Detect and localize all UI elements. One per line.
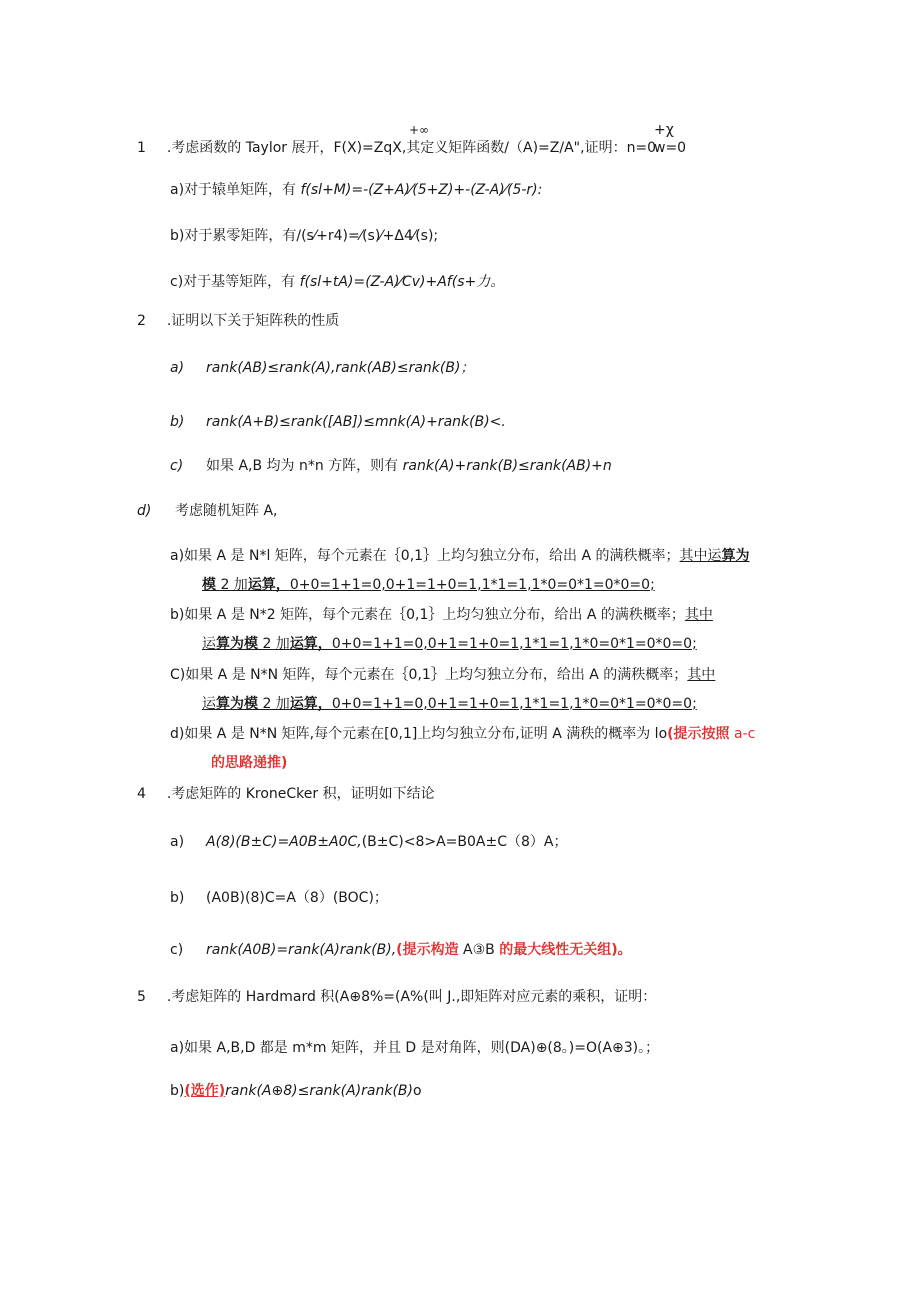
problem-5-text: .考虑矩阵的 Hardmard 积(A⊕8%=(A%(叫 J.,即矩阵对应元素的乘积，证明： <box>166 989 657 1005</box>
problem-3c-yun: 运 <box>202 696 216 712</box>
problem-3a-note-b: 算为 <box>721 548 750 564</box>
problem-5b-optional: (选作) <box>184 1083 226 1099</box>
problem-3a-note-a: 其中运 <box>679 548 722 564</box>
sup-infinity: +∞ <box>409 123 430 137</box>
problem-3b-mod: 算为模 <box>216 636 258 652</box>
problem-4c-formula: rank(A0B)=rank(A)rank(B), <box>206 942 397 958</box>
problem-3c-text: C)如果 A 是 N*N 矩阵，每个元素在｛0,1｝上均匀独立分布，给出 A 的满秩概率； <box>170 667 688 683</box>
problem-4b-text: (A0B)(8)C=A（8）(BOC)； <box>206 890 388 906</box>
problem-2-heading <box>137 311 339 331</box>
problem-3b-op: 运算， <box>289 636 332 652</box>
problem-1c-formula: f(sl+tA)=(Z-A)⁄Cv)+Af(s+力。 <box>299 274 505 290</box>
problem-2-text: .证明以下关于矩阵秩的性质 <box>166 313 340 329</box>
problem-4b-label: b) <box>170 890 185 906</box>
problem-2a-label: a) <box>170 360 185 376</box>
problem-3d-line1 <box>170 724 755 744</box>
problem-3c-line1 <box>170 665 715 685</box>
problem-2b-label: b) <box>170 414 185 430</box>
problem-3c-op: 运算， <box>289 696 332 712</box>
problem-1c-prefix: c)对于基等矩阵，有 <box>170 274 296 290</box>
problem-3a-line2 <box>202 575 655 595</box>
problem-3b-rules: 0+0=1+1=0,0+1=1+0=1,1*1=1,1*0=0*1=0*0=0; <box>331 636 697 652</box>
problem-1-text: .考虑函数的 Taylor 展开，F(X)=ZqX,其定义矩阵函数/（A)=Z/A",证明：n=0 <box>166 140 657 156</box>
problem-1-tail: w=0 <box>654 140 687 156</box>
problem-3d-hint-range: a-c <box>729 726 756 742</box>
problem-3d-text: d)如果 A 是 N*N 矩阵,每个元素在[0,1]上均匀独立分布,证明 A 满秩的概率为 lo <box>170 726 668 742</box>
problem-3b-line1 <box>170 605 713 625</box>
problem-1-number: 1 <box>137 140 146 156</box>
problem-2c-label: c) <box>170 458 184 474</box>
sup-chi: +χ <box>654 122 674 138</box>
problem-2a-formula: rank(AB)≤rank(A),rank(AB)≤rank(B)； <box>206 360 475 376</box>
problem-3c-rules: 0+0=1+1=0,0+1=1+0=1,1*1=1,1*0=0*1=0*0=0; <box>331 696 697 712</box>
problem-5b <box>170 1081 422 1101</box>
problem-3b-text: b)如果 A 是 N*2 矩阵，每个元素在｛0,1｝上均匀独立分布，给出 A 的满秩概率； <box>170 607 685 623</box>
problem-5-heading <box>137 987 656 1007</box>
problem-3a-line1 <box>170 546 750 566</box>
problem-2c-formula: rank(A)+rank(B)≤rank(AB)+n <box>402 458 612 474</box>
problem-5-number: 5 <box>137 989 146 1005</box>
problem-4c <box>206 940 632 960</box>
problem-2-number: 2 <box>137 313 146 329</box>
problem-3c-line2 <box>202 694 697 714</box>
problem-4a-text: (B±C)<8>A=B0A±C（8）A； <box>361 834 568 850</box>
problem-3a-rules: 0+0=1+1=0,0+1=1+0=1,1*1=1,1*0=0*1=0*0=0; <box>289 577 655 593</box>
problem-4c-hint-mid: A③B <box>458 942 500 958</box>
problem-3d-hint: (提示按照 <box>667 726 730 742</box>
problem-4c-hint-a: (提示构造 <box>396 942 459 958</box>
problem-4-number: 4 <box>137 786 146 802</box>
problem-5b-prefix: b) <box>170 1083 185 1099</box>
problem-1b: b)对于累零矩阵，有/(s⁄+r4)=⁄(s)⁄+Δ4⁄(s); <box>170 228 439 244</box>
problem-5a: a)如果 A,B,D 都是 m*m 矩阵，并且 D 是对角阵，则(DA)⊕(8。)=O(A⊕3)。； <box>170 1040 660 1056</box>
problem-1a-formula: f(sl+M)=-(Z+A)⁄(5+Z)+-(Z-A)⁄(5-r): <box>300 182 543 198</box>
problem-3c-note: 其中 <box>687 667 716 683</box>
problem-3b-line2 <box>202 634 697 654</box>
problem-3-label: d) <box>137 503 152 519</box>
problem-1a <box>170 180 542 200</box>
problem-4a-formula: A(8)(B±C)=A0B±A0C, <box>206 834 362 850</box>
problem-3-text: 考虑随机矩阵 A, <box>175 503 278 519</box>
problem-3c-two-add: 2 加 <box>258 696 290 712</box>
problem-2b-formula: rank(A+B)≤rank([AB])≤mnk(A)+rank(B)<. <box>206 414 506 430</box>
problem-4c-hint-b: 的最大线性无关组)。 <box>499 942 632 958</box>
problem-4c-label: c) <box>170 942 184 958</box>
problem-4-text: .考虑矩阵的 KroneCker 积，证明如下结论 <box>166 786 435 802</box>
problem-3b-two-add: 2 加 <box>258 636 290 652</box>
problem-2c-text: 如果 A,B 均为 n*n 方阵，则有 <box>206 458 399 474</box>
problem-3d-hint-line2: 的思路递推) <box>211 755 288 771</box>
problem-1-heading <box>137 138 656 158</box>
problem-3a-op: 运算， <box>247 577 290 593</box>
problem-1a-prefix: a)对于辕单矩阵，有 <box>170 182 297 198</box>
problem-3c-mod: 算为模 <box>216 696 258 712</box>
problem-2c <box>206 456 612 476</box>
problem-3b-yun: 运 <box>202 636 216 652</box>
problem-3a-text: a)如果 A 是 N*l 矩阵，每个元素在｛0,1｝上均匀独立分布，给出 A 的满秩概率； <box>170 548 680 564</box>
problem-3a-two-add: 2 加 <box>216 577 248 593</box>
problem-1c <box>170 272 504 292</box>
problem-4a-label: a) <box>170 834 185 850</box>
problem-5b-formula: rank(A⊕8)≤rank(A)rank(B) <box>225 1083 414 1099</box>
problem-4-heading <box>137 784 435 804</box>
problem-4a <box>206 832 568 852</box>
problem-5b-suffix: o <box>413 1083 422 1099</box>
problem-3b-note: 其中 <box>684 607 713 623</box>
problem-3a-mod: 模 <box>202 577 216 593</box>
